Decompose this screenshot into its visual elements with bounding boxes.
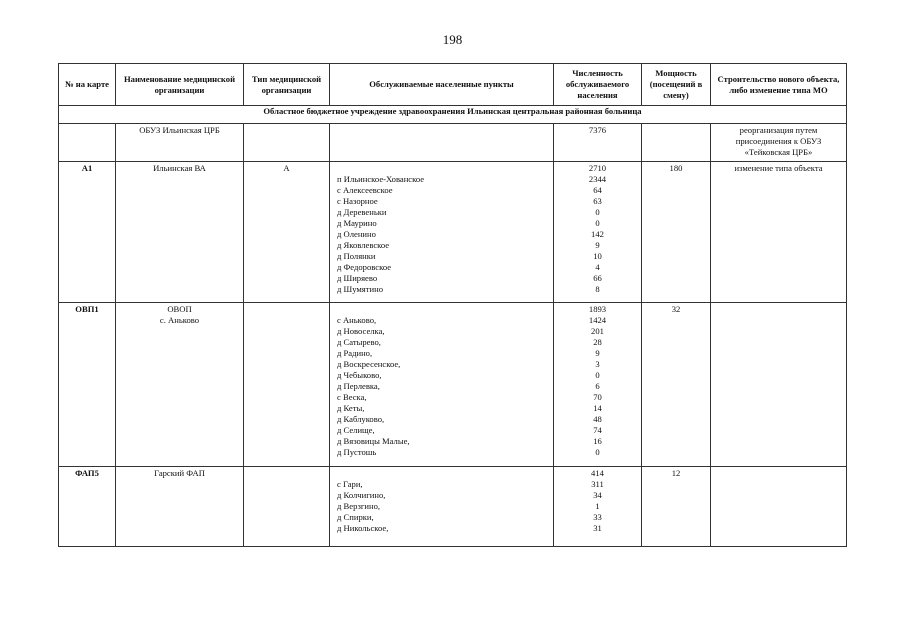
settlement-population: 0: [595, 447, 600, 457]
settlement-name: д Селище,: [337, 425, 375, 435]
construction-cell: [711, 303, 847, 467]
settlement-name: с Аньково,: [337, 315, 377, 325]
settlement-population: 0: [595, 207, 600, 217]
settlement-list: [332, 304, 551, 458]
table-row: [59, 303, 847, 467]
organization-type-cell: [244, 303, 330, 467]
settlement-name: д Федоровское: [337, 262, 392, 272]
settlement-name: п Ильинское-Хованское: [337, 174, 425, 184]
organization-name: Ильинская ВА: [153, 163, 206, 173]
settlement-name: д Чебыково,: [337, 370, 382, 380]
population-list: [556, 125, 639, 136]
settlement-name: д Перлевка,: [337, 381, 380, 391]
organization-name: ОВОП: [167, 304, 192, 314]
map-number: А1: [81, 163, 93, 173]
table-row: [59, 467, 847, 547]
settlement-name: д Оленино: [337, 229, 376, 239]
settlement-name: с Веска,: [337, 392, 367, 402]
settlement-population: 48: [593, 414, 602, 424]
settlement-population: 16: [593, 436, 602, 446]
population-total: 7376: [588, 125, 607, 135]
settlement-name: д Сатырево,: [337, 337, 381, 347]
settlement-name: д Маурино: [337, 218, 377, 228]
population-cell: [554, 467, 642, 547]
settlement-name: д Новоселка,: [337, 326, 385, 336]
settlement-population: 0: [595, 218, 600, 228]
map-number: ФАП5: [75, 468, 99, 478]
settlement-population: 1424: [588, 315, 607, 325]
settlements-cell: [330, 467, 554, 547]
organization-type-cell: [244, 124, 330, 162]
settlement-name: с Назорное: [337, 196, 378, 206]
construction-note: реорганизация путем присоединения к ОБУЗ «Тейковская ЦРБ»: [735, 125, 822, 157]
settlements-cell: [330, 162, 554, 303]
settlement-spacer: [337, 304, 551, 315]
capacity-cell: [642, 467, 711, 547]
settlement-name: д Воскресенское,: [337, 359, 401, 369]
map-number-cell: [59, 124, 116, 162]
population-total: 414: [591, 468, 604, 478]
settlement-spacer: [337, 163, 551, 174]
header-population: Численность обслуживаемого населения: [554, 64, 642, 106]
population-list: [556, 163, 639, 295]
settlement-population: 311: [591, 479, 604, 489]
settlement-population: 14: [593, 403, 602, 413]
facilities-table: [58, 63, 847, 547]
construction-cell: [711, 162, 847, 303]
capacity-cell: [642, 162, 711, 303]
capacity-value: 12: [671, 468, 681, 478]
settlement-population: 10: [593, 251, 602, 261]
settlement-name: д Деревеньки: [337, 207, 387, 217]
page-number: 198: [442, 32, 463, 47]
settlement-population: 201: [591, 326, 604, 336]
construction-note: изменение типа объекта: [734, 163, 823, 173]
table-header-row: [59, 64, 847, 106]
settlement-population: 33: [593, 512, 602, 522]
settlement-population: 8: [595, 284, 600, 294]
population-cell: [554, 303, 642, 467]
capacity-cell: [642, 303, 711, 467]
population-total: 2710: [588, 163, 607, 173]
settlement-population: 66: [593, 273, 602, 283]
settlement-population: 70: [593, 392, 602, 402]
capacity-value: 32: [671, 304, 681, 314]
settlement-name: д Радино,: [337, 348, 373, 358]
settlement-name: д Колчигино,: [337, 490, 386, 500]
table-row: [59, 124, 847, 162]
organization-type: А: [283, 163, 290, 173]
settlement-name: д Вязовицы Малые,: [337, 436, 410, 446]
map-number-cell: [59, 303, 116, 467]
organization-location: с. Аньково: [159, 315, 200, 325]
settlement-population: 34: [593, 490, 602, 500]
population-cell: [554, 162, 642, 303]
settlement-population: 28: [593, 337, 602, 347]
organization-name-cell: [116, 124, 244, 162]
header-type: Тип медицинской организации: [244, 64, 330, 106]
settlements-cell: [330, 303, 554, 467]
population-list: [556, 468, 639, 534]
organization-name-cell: [116, 162, 244, 303]
settlement-name: д Полянки: [337, 251, 376, 261]
settlement-name: с Алексеевское: [337, 185, 393, 195]
organization-name: ОБУЗ Ильинская ЦРБ: [139, 125, 220, 135]
organization-name: Гарский ФАП: [154, 468, 205, 478]
settlement-population: 2344: [588, 174, 607, 184]
settlement-population: 64: [593, 185, 602, 195]
population-cell: [554, 124, 642, 162]
settlement-list: [332, 468, 551, 534]
settlement-name: д Пустошь: [337, 447, 377, 457]
map-number-cell: [59, 162, 116, 303]
settlements-cell: [330, 124, 554, 162]
header-num: № на карте: [59, 64, 116, 106]
capacity-cell: [642, 124, 711, 162]
settlement-population: 0: [595, 370, 600, 380]
settlement-name: д Яковлевское: [337, 240, 390, 250]
capacity-value: 180: [669, 163, 683, 173]
map-number: ОВП1: [75, 304, 99, 314]
settlement-population: 6: [595, 381, 600, 391]
section-title: Областное бюджетное учреждение здравоохранения Ильинская центральная районная больница: [59, 106, 847, 124]
settlement-name: д Спирки,: [337, 512, 374, 522]
settlement-population: 4: [595, 262, 600, 272]
settlement-name: с Гари,: [337, 479, 363, 489]
settlement-name: д Шумятино: [337, 284, 384, 294]
header-capacity: Мощность (посещений в смену): [642, 64, 711, 106]
settlement-population: 3: [595, 359, 600, 369]
settlement-name: д Ширяево: [337, 273, 378, 283]
settlement-population: 9: [595, 240, 600, 250]
population-list: [556, 304, 639, 458]
section-row: [59, 106, 847, 124]
settlement-population: 74: [593, 425, 602, 435]
header-construction: Строительство нового объекта, либо изменение типа МО: [711, 64, 847, 106]
settlement-population: 31: [593, 523, 602, 533]
settlement-spacer: [337, 468, 551, 479]
population-total: 1893: [588, 304, 607, 314]
construction-cell: [711, 124, 847, 162]
organization-name-cell: [116, 303, 244, 467]
settlement-name: д Никольское,: [337, 523, 389, 533]
map-number-cell: [59, 467, 116, 547]
organization-type-cell: [244, 162, 330, 303]
settlement-population: 1: [595, 501, 600, 511]
settlement-name: д Каблуково,: [337, 414, 385, 424]
organization-type-cell: [244, 467, 330, 547]
settlement-list: [332, 163, 551, 295]
construction-cell: [711, 467, 847, 547]
organization-name-cell: [116, 467, 244, 547]
settlement-name: д Верзгино,: [337, 501, 381, 511]
settlement-population: 9: [595, 348, 600, 358]
header-name: Наименование медицинской организации: [116, 64, 244, 106]
settlement-name: д Кеты,: [337, 403, 365, 413]
settlement-population: 63: [593, 196, 602, 206]
settlement-population: 142: [591, 229, 604, 239]
header-settlements: Обслуживаемые населенные пункты: [330, 64, 554, 106]
table-row: [59, 162, 847, 303]
